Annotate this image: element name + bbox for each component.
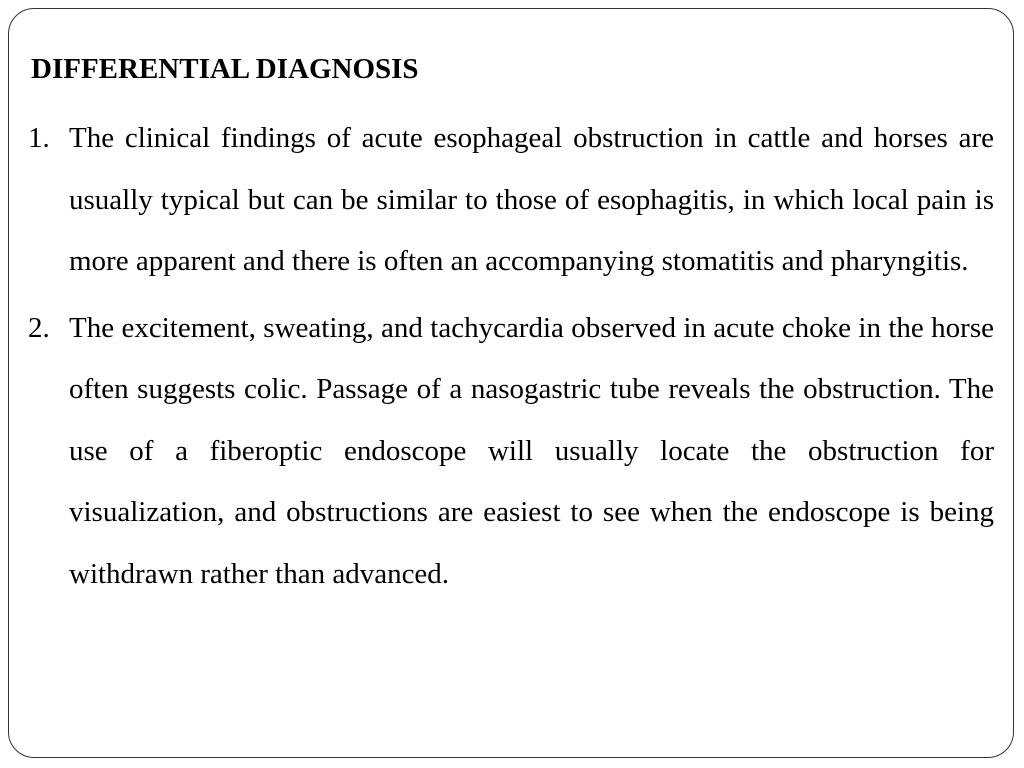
item-number: 1. (28, 122, 50, 154)
item-text: The clinical findings of acute esophageal obstruction in cattle and horses are usually typical but can be similar to those of esophagitis, in which local pain is more apparent and there is often an accompanying stomatitis and pharyngitis. (69, 122, 994, 277)
list-item-1 (28, 108, 994, 293)
slide-heading: DIFFERENTIAL DIAGNOSIS (31, 53, 419, 85)
item-text: The excitement, sweating, and tachycardia observed in acute choke in the horse often suggests colic. Passage of a nasogastric tube reveals the obstruction. The use of a fiberoptic endoscope will usually locate the obstruction for visualization, and obstructions are easiest to see when the endoscope is being withdrawn rather than advanced. (69, 311, 994, 590)
item-number: 2. (28, 311, 50, 344)
differential-diagnosis-list (28, 108, 994, 605)
list-item-2 (28, 298, 994, 606)
